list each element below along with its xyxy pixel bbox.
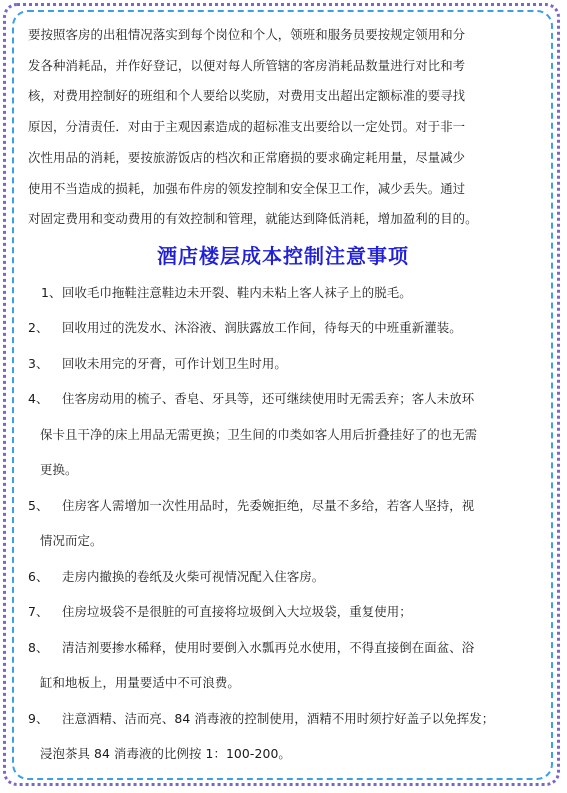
- list-item: [28, 559, 538, 595]
- list-item: [28, 594, 538, 630]
- notice-list: [28, 275, 538, 772]
- item-text: [62, 594, 538, 630]
- item-number: 8、: [28, 639, 49, 655]
- list-item: [28, 488, 538, 559]
- item-line: 清洁剂要掺水稀释，使用时要倒入水瓢再兑水使用，不得直接倒在面盆、浴: [62, 639, 475, 655]
- section-heading: 酒店楼层成本控制注意事项: [157, 243, 409, 268]
- list-item: [28, 346, 538, 382]
- intro-paragraph: [28, 20, 538, 235]
- item-line: 浸泡茶具 84 消毒液的比例按 1：100-200。: [40, 746, 291, 762]
- item-line: 注意酒精、洁而亮、84 消毒液的控制使用，酒精不用时须拧好盖子以免挥发；: [62, 710, 495, 726]
- item-line: 住房垃圾袋不是很脏的可直接将垃圾倒入大垃圾袋，重复使用；: [62, 604, 412, 620]
- list-item: [28, 275, 538, 311]
- item-number: 6、: [28, 568, 49, 584]
- item-line: 回收毛巾拖鞋注意鞋边未开裂、鞋内未粘上客人袜子上的脱毛。: [62, 284, 412, 300]
- intro-line: 核，对费用控制好的班组和个人要给以奖励，对费用支出超出定额标准的要寻找: [28, 88, 466, 104]
- item-text: [62, 346, 538, 382]
- item-number: 7、: [28, 604, 49, 620]
- list-item: [28, 701, 538, 772]
- list-item: [28, 310, 538, 346]
- intro-line: 使用不当造成的损耗，加强布件房的领发控制和安全保卫工作，减少丢失。通过: [28, 180, 466, 196]
- item-line: 情况而定。: [40, 533, 103, 549]
- item-number: 5、: [28, 497, 49, 513]
- item-line: 缸和地板上，用量要适中不可浪费。: [40, 675, 240, 691]
- item-line: 回收未用完的牙膏，可作计划卫生时用。: [62, 355, 287, 371]
- item-number: 9、: [28, 710, 49, 726]
- item-text: [62, 310, 538, 346]
- item-line: 回收用过的洗发水、沐浴液、润肤露放工作间，待每天的中班重新灌装。: [62, 320, 462, 336]
- intro-line: 发各种消耗品，并作好登记，以便对每人所管辖的客房消耗品数量进行对比和考: [28, 57, 466, 73]
- item-line: 更换。: [40, 462, 78, 478]
- item-number: 2、: [28, 320, 49, 336]
- intro-line: 要按照客房的出租情况落实到每个岗位和个人，领班和服务员要按规定领用和分: [28, 27, 466, 42]
- item-text: [40, 381, 538, 488]
- item-text: [40, 488, 538, 559]
- item-text: [40, 630, 538, 701]
- document-body: [28, 20, 538, 772]
- intro-line: 次性用品的消耗，要按旅游饭店的档次和正常磨损的要求确定耗用量，尽量减少: [28, 149, 466, 165]
- list-item: [28, 381, 538, 488]
- list-item: [28, 630, 538, 701]
- intro-line: 原因，分清责任．对由于主观因素造成的超标准支出要给以一定处罚。对于非一: [28, 119, 466, 135]
- item-line: 住房客人需增加一次性用品时，先委婉拒绝，尽量不多给，若客人坚持，视: [62, 497, 475, 513]
- item-line: 走房内撤换的卷纸及火柴可视情况配入住客房。: [62, 568, 325, 584]
- item-text: [62, 559, 538, 595]
- item-number: 3、: [28, 355, 49, 371]
- intro-line: 对固定费用和变动费用的有效控制和管理，就能达到降低消耗，增加盈利的目的。: [28, 211, 478, 227]
- item-line: 住客房动用的梳子、香皂、牙具等，还可继续使用时无需丢弃；客人未放环: [62, 391, 475, 407]
- item-number: 1、: [41, 284, 62, 300]
- item-text: [40, 701, 538, 772]
- item-text: [62, 275, 538, 311]
- item-line: 保卡且干净的床上用品无需更换；卫生间的巾类如客人用后折叠挂好了的也无需: [40, 426, 478, 442]
- item-number: 4、: [28, 391, 49, 407]
